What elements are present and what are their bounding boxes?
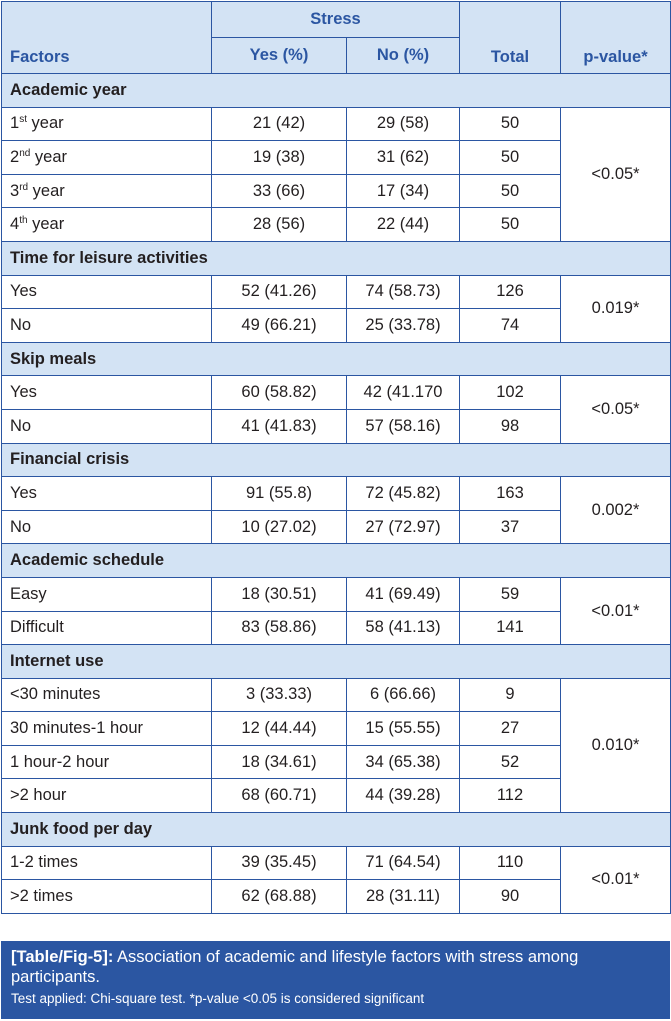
section-row — [2, 241, 671, 275]
total-cell: 52 — [460, 745, 561, 779]
no-cell: 27 (72.97) — [347, 510, 460, 544]
section-title: Academic year — [2, 74, 671, 108]
total-cell: 90 — [460, 880, 561, 914]
row-label: Yes — [2, 477, 212, 511]
no-cell: 34 (65.38) — [347, 745, 460, 779]
section-row — [2, 544, 671, 578]
total-cell: 50 — [460, 141, 561, 175]
row-label: Difficult — [2, 611, 212, 645]
pvalue-cell: <0.01* — [561, 846, 671, 913]
row-label: Yes — [2, 376, 212, 410]
total-cell: 9 — [460, 678, 561, 712]
no-cell: 41 (69.49) — [347, 577, 460, 611]
stress-group-header: Stress — [212, 2, 460, 38]
yes-header: Yes (%) — [212, 38, 347, 74]
pvalue-cell: <0.05* — [561, 107, 671, 241]
yes-cell: 12 (44.44) — [212, 712, 347, 746]
pvalue-cell: 0.002* — [561, 477, 671, 544]
yes-cell: 39 (35.45) — [212, 846, 347, 880]
no-cell: 57 (58.16) — [347, 409, 460, 443]
pvalue-header: p-value* — [561, 2, 671, 74]
section-row — [2, 342, 671, 376]
total-cell: 74 — [460, 309, 561, 343]
yes-cell: 28 (56) — [212, 208, 347, 242]
table-row — [2, 477, 671, 511]
no-cell: 72 (45.82) — [347, 477, 460, 511]
yes-cell: 91 (55.8) — [212, 477, 347, 511]
table-row — [2, 107, 671, 141]
no-cell: 42 (41.170 — [347, 376, 460, 410]
table-row — [2, 577, 671, 611]
yes-cell: 3 (33.33) — [212, 678, 347, 712]
table-row — [2, 376, 671, 410]
yes-cell: 10 (27.02) — [212, 510, 347, 544]
no-cell: 74 (58.73) — [347, 275, 460, 309]
no-cell: 44 (39.28) — [347, 779, 460, 813]
table-row — [2, 846, 671, 880]
section-row — [2, 813, 671, 847]
caption-text: Association of academic and lifestyle factors with stress among participants. — [11, 948, 579, 986]
section-row — [2, 443, 671, 477]
header-row-group — [2, 2, 671, 38]
pvalue-cell: <0.01* — [561, 577, 671, 644]
section-title: Junk food per day — [2, 813, 671, 847]
total-cell: 50 — [460, 107, 561, 141]
caption-note: Test applied: Chi-square test. *p-value <0.05 is considered significant — [11, 991, 425, 1006]
row-label: Easy — [2, 577, 212, 611]
section-title: Internet use — [2, 645, 671, 679]
no-cell: 22 (44) — [347, 208, 460, 242]
yes-cell: 83 (58.86) — [212, 611, 347, 645]
total-cell: 110 — [460, 846, 561, 880]
table-figure — [1, 1, 670, 1019]
caption-tag: [Table/Fig-5]: — [11, 948, 114, 966]
row-label: No — [2, 510, 212, 544]
caption-main — [11, 947, 660, 987]
section-title: Academic schedule — [2, 544, 671, 578]
yes-cell: 60 (58.82) — [212, 376, 347, 410]
no-cell: 29 (58) — [347, 107, 460, 141]
row-label: >2 hour — [2, 779, 212, 813]
yes-cell: 19 (38) — [212, 141, 347, 175]
no-header: No (%) — [347, 38, 460, 74]
table-row — [2, 275, 671, 309]
total-cell: 37 — [460, 510, 561, 544]
no-cell: 71 (64.54) — [347, 846, 460, 880]
yes-cell: 62 (68.88) — [212, 880, 347, 914]
total-cell: 27 — [460, 712, 561, 746]
yes-cell: 33 (66) — [212, 174, 347, 208]
total-cell: 102 — [460, 376, 561, 410]
row-label: No — [2, 409, 212, 443]
yes-cell: 18 (30.51) — [212, 577, 347, 611]
row-label: No — [2, 309, 212, 343]
section-row — [2, 74, 671, 108]
yes-cell: 49 (66.21) — [212, 309, 347, 343]
row-label: 1 hour-2 hour — [2, 745, 212, 779]
total-cell: 112 — [460, 779, 561, 813]
pvalue-cell: 0.010* — [561, 678, 671, 812]
total-cell: 98 — [460, 409, 561, 443]
no-cell: 15 (55.55) — [347, 712, 460, 746]
row-label: Yes — [2, 275, 212, 309]
no-cell: 25 (33.78) — [347, 309, 460, 343]
stress-association-table — [1, 1, 671, 914]
total-cell: 141 — [460, 611, 561, 645]
total-header: Total — [460, 2, 561, 74]
row-label: 1st year — [2, 107, 212, 141]
total-cell: 126 — [460, 275, 561, 309]
pvalue-cell: <0.05* — [561, 376, 671, 443]
yes-cell: 18 (34.61) — [212, 745, 347, 779]
row-label: >2 times — [2, 880, 212, 914]
row-label: 3rd year — [2, 174, 212, 208]
yes-cell: 21 (42) — [212, 107, 347, 141]
figure-caption — [1, 941, 670, 1019]
row-label: 2nd year — [2, 141, 212, 175]
yes-cell: 68 (60.71) — [212, 779, 347, 813]
total-cell: 50 — [460, 208, 561, 242]
no-cell: 17 (34) — [347, 174, 460, 208]
row-label: 30 minutes-1 hour — [2, 712, 212, 746]
table-row — [2, 678, 671, 712]
section-row — [2, 645, 671, 679]
section-title: Skip meals — [2, 342, 671, 376]
section-title: Time for leisure activities — [2, 241, 671, 275]
yes-cell: 41 (41.83) — [212, 409, 347, 443]
total-cell: 50 — [460, 174, 561, 208]
no-cell: 28 (31.11) — [347, 880, 460, 914]
row-label: 1-2 times — [2, 846, 212, 880]
row-label: <30 minutes — [2, 678, 212, 712]
section-title: Financial crisis — [2, 443, 671, 477]
pvalue-cell: 0.019* — [561, 275, 671, 342]
no-cell: 58 (41.13) — [347, 611, 460, 645]
no-cell: 31 (62) — [347, 141, 460, 175]
yes-cell: 52 (41.26) — [212, 275, 347, 309]
row-label: 4th year — [2, 208, 212, 242]
total-cell: 163 — [460, 477, 561, 511]
factors-header: Factors — [2, 2, 212, 74]
total-cell: 59 — [460, 577, 561, 611]
no-cell: 6 (66.66) — [347, 678, 460, 712]
